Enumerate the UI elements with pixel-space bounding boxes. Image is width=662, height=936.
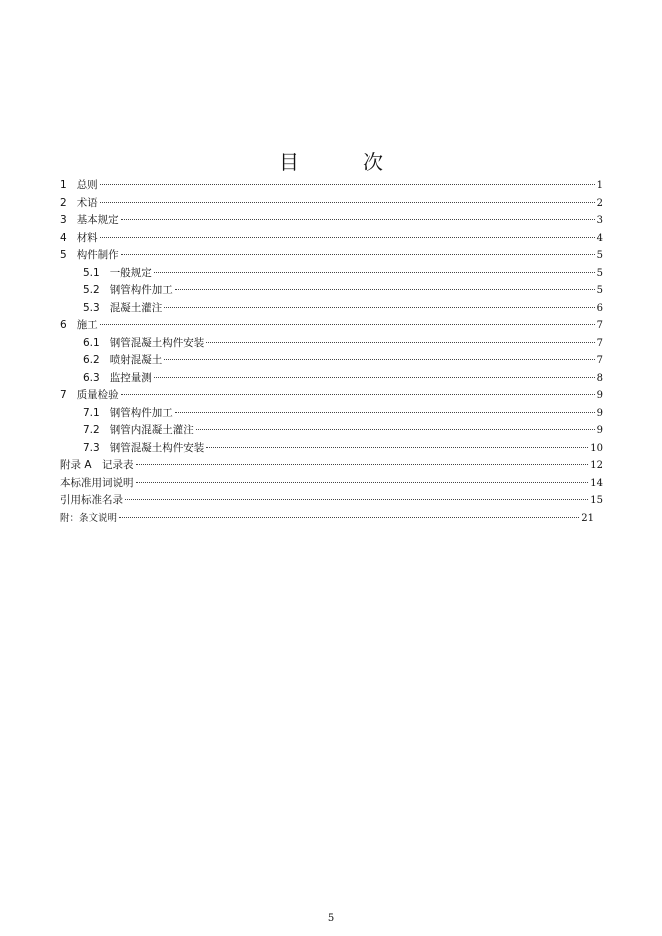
toc-entry-number: 5.2 <box>83 284 100 296</box>
toc-entry-label: 材料 <box>76 231 98 244</box>
toc-entry-label: 附：条文说明 <box>60 512 118 524</box>
toc-entry-page: 14 <box>590 477 603 489</box>
leader-dots <box>164 359 594 360</box>
leader-dots <box>206 342 594 343</box>
toc-entry-number: 5.1 <box>83 266 100 279</box>
leader-dots <box>121 219 595 220</box>
toc-entry-6-3[interactable] <box>60 370 603 388</box>
toc-entry-page: 15 <box>590 495 603 506</box>
leader-dots <box>206 447 588 448</box>
toc-entry-4[interactable] <box>60 230 603 248</box>
leader-dots <box>154 377 595 378</box>
toc-entry-page: 3 <box>596 215 603 226</box>
leader-dots <box>154 272 595 273</box>
leader-dots <box>175 289 595 290</box>
toc-entry-page: 21 <box>581 512 594 524</box>
toc-entry-number: 5.3 <box>83 301 100 314</box>
toc-entry-appendix-a[interactable] <box>60 457 603 475</box>
toc-entry-7-2[interactable] <box>60 422 603 440</box>
toc-entry-page: 7 <box>596 320 603 331</box>
toc-entry-label: 本标准用词说明 <box>60 476 134 489</box>
toc-entry-label: 质量检验 <box>76 389 119 401</box>
toc-entry-wording-explanation[interactable] <box>60 475 603 493</box>
toc-entry-label: 附录 A 记录表 <box>60 459 134 471</box>
table-of-contents <box>60 177 603 527</box>
toc-entry-number: 5 <box>60 249 67 261</box>
toc-entry-number: 7.3 <box>83 441 100 454</box>
toc-entry-page: 9 <box>596 407 603 419</box>
toc-entry-label: 施工 <box>76 319 98 331</box>
toc-entry-number: 2 <box>60 196 67 209</box>
toc-entry-5[interactable] <box>60 247 603 265</box>
leader-dots <box>100 202 595 203</box>
page-number: 5 <box>327 913 335 924</box>
toc-entry-label: 喷射混凝土 <box>109 354 163 366</box>
toc-title: 目 次 <box>279 150 405 174</box>
toc-entry-page: 8 <box>596 372 603 384</box>
leader-dots <box>100 184 595 185</box>
toc-entry-label: 基本规定 <box>76 214 119 226</box>
toc-entry-page: 5 <box>596 250 603 261</box>
leader-dots <box>136 482 589 483</box>
leader-dots <box>175 412 595 413</box>
toc-entry-label: 构件制作 <box>76 249 119 261</box>
leader-dots <box>100 237 595 238</box>
toc-entry-number: 6.2 <box>83 354 100 366</box>
toc-entry-number: 6.3 <box>83 371 100 384</box>
toc-entry-2[interactable] <box>60 195 603 213</box>
toc-entry-5-2[interactable] <box>60 282 603 300</box>
leader-dots <box>121 254 595 255</box>
toc-entry-page: 6 <box>596 302 603 314</box>
toc-entry-referenced-standards[interactable] <box>60 492 603 510</box>
toc-entry-label: 总则 <box>76 179 98 191</box>
leader-dots <box>196 429 595 430</box>
leader-dots <box>125 499 588 500</box>
toc-entry-label: 钢管混凝土构件安装 <box>109 441 205 454</box>
toc-entry-label: 钢管内混凝土灌注 <box>109 424 194 436</box>
toc-entry-label: 钢管构件加工 <box>109 406 173 419</box>
toc-entry-5-1[interactable] <box>60 265 603 283</box>
toc-entry-1[interactable] <box>60 177 603 195</box>
toc-entry-number: 7.1 <box>83 406 100 419</box>
leader-dots <box>136 464 589 465</box>
toc-entry-5-3[interactable] <box>60 300 603 318</box>
toc-entry-page: 7 <box>596 337 603 349</box>
toc-entry-label: 术语 <box>76 196 98 209</box>
toc-entry-7-1[interactable] <box>60 405 603 423</box>
toc-entry-label: 钢管构件加工 <box>109 284 173 296</box>
toc-entry-page: 9 <box>596 425 603 436</box>
toc-entry-page: 10 <box>590 442 603 454</box>
toc-entry-number: 6 <box>60 319 67 331</box>
toc-entry-6[interactable] <box>60 317 603 335</box>
toc-entry-label: 混凝土灌注 <box>109 301 163 314</box>
leader-dots <box>164 307 594 308</box>
toc-entry-page: 1 <box>596 180 603 191</box>
toc-entry-label: 引用标准名录 <box>60 494 123 506</box>
toc-entry-label: 监控量测 <box>109 371 152 384</box>
toc-entry-6-1[interactable] <box>60 335 603 353</box>
toc-entry-7-3[interactable] <box>60 440 603 458</box>
toc-entry-number: 7 <box>60 389 67 401</box>
toc-entry-page: 4 <box>596 232 603 244</box>
toc-entry-7[interactable] <box>60 387 603 405</box>
toc-entry-label: 一般规定 <box>109 266 152 279</box>
toc-entry-number: 3 <box>60 214 67 226</box>
toc-entry-page: 5 <box>596 285 603 296</box>
toc-entry-number: 6.1 <box>83 336 100 349</box>
toc-entry-3[interactable] <box>60 212 603 230</box>
toc-entry-number: 4 <box>60 231 67 244</box>
toc-entry-page: 7 <box>596 355 603 366</box>
toc-entry-clause-explanation[interactable] <box>60 510 603 528</box>
toc-entry-6-2[interactable] <box>60 352 603 370</box>
toc-entry-number: 1 <box>60 179 67 191</box>
toc-entry-number: 7.2 <box>83 424 100 436</box>
toc-entry-page: 12 <box>590 460 603 471</box>
leader-dots <box>100 324 595 325</box>
leader-dots <box>121 394 595 395</box>
toc-entry-page: 2 <box>596 197 603 209</box>
toc-entry-page: 5 <box>596 267 603 279</box>
toc-entry-label: 钢管混凝土构件安装 <box>109 336 205 349</box>
leader-dots <box>119 517 579 518</box>
toc-entry-page: 9 <box>596 390 603 401</box>
